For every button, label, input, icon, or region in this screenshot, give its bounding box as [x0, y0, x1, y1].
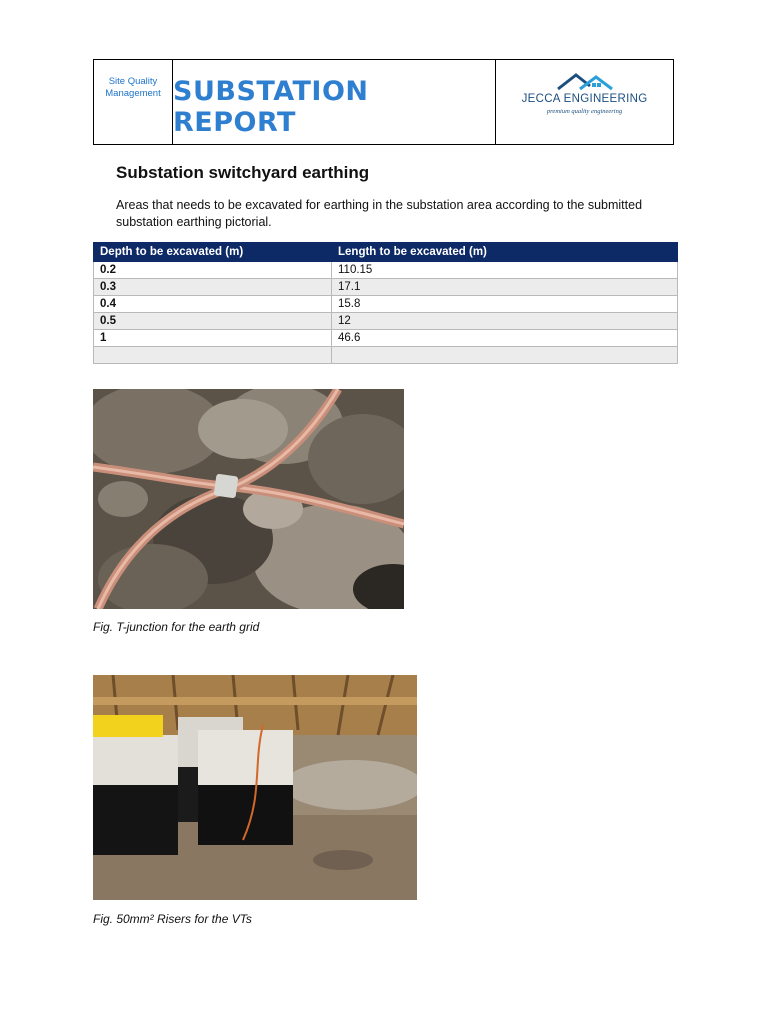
depth-cell: 0.2	[94, 262, 332, 279]
excavation-table	[93, 242, 678, 364]
earth-grid-junction-photo	[93, 389, 404, 609]
report-header	[93, 59, 674, 145]
house-roofs-icon	[554, 72, 616, 92]
column-header-length: Length to be excavated (m)	[332, 243, 678, 262]
company-logo	[510, 72, 660, 132]
header-logo-cell	[496, 60, 673, 144]
header-title-cell	[173, 60, 496, 144]
length-cell: 15.8	[332, 296, 678, 313]
site-quality-label: Site Quality Management	[105, 76, 161, 99]
figure-caption-1: Fig. T-junction for the earth grid	[93, 620, 260, 634]
section-title: Substation switchyard earthing	[116, 163, 370, 182]
depth-cell: 0.5	[94, 313, 332, 330]
table-row	[94, 279, 678, 296]
length-cell: 12	[332, 313, 678, 330]
logo-tagline: premium quality engineering	[546, 108, 623, 115]
depth-cell: 0.4	[94, 296, 332, 313]
logo-brand: JECCA ENGINEERING	[521, 93, 648, 105]
table-header-row	[94, 243, 678, 262]
depth-cell: 1	[94, 330, 332, 347]
table-row	[94, 330, 678, 347]
column-header-depth: Depth to be excavated (m)	[94, 243, 332, 262]
length-cell: 46.6	[332, 330, 678, 347]
table-row	[94, 296, 678, 313]
table-row	[94, 347, 678, 364]
table-row	[94, 262, 678, 279]
report-title: SUBSTATION REPORT	[173, 76, 369, 138]
depth-cell: 0.3	[94, 279, 332, 296]
length-cell: 110.15	[332, 262, 678, 279]
header-left-cell	[94, 60, 173, 144]
length-cell	[332, 347, 678, 364]
vt-risers-photo	[93, 675, 417, 900]
section-intro: Areas that needs to be excavated for earthing in the substation area according to the submitted substation earthing pictorial.	[116, 198, 643, 229]
table-row	[94, 313, 678, 330]
length-cell: 17.1	[332, 279, 678, 296]
depth-cell	[94, 347, 332, 364]
figure-caption-2: Fig. 50mm² Risers for the VTs	[93, 912, 252, 926]
